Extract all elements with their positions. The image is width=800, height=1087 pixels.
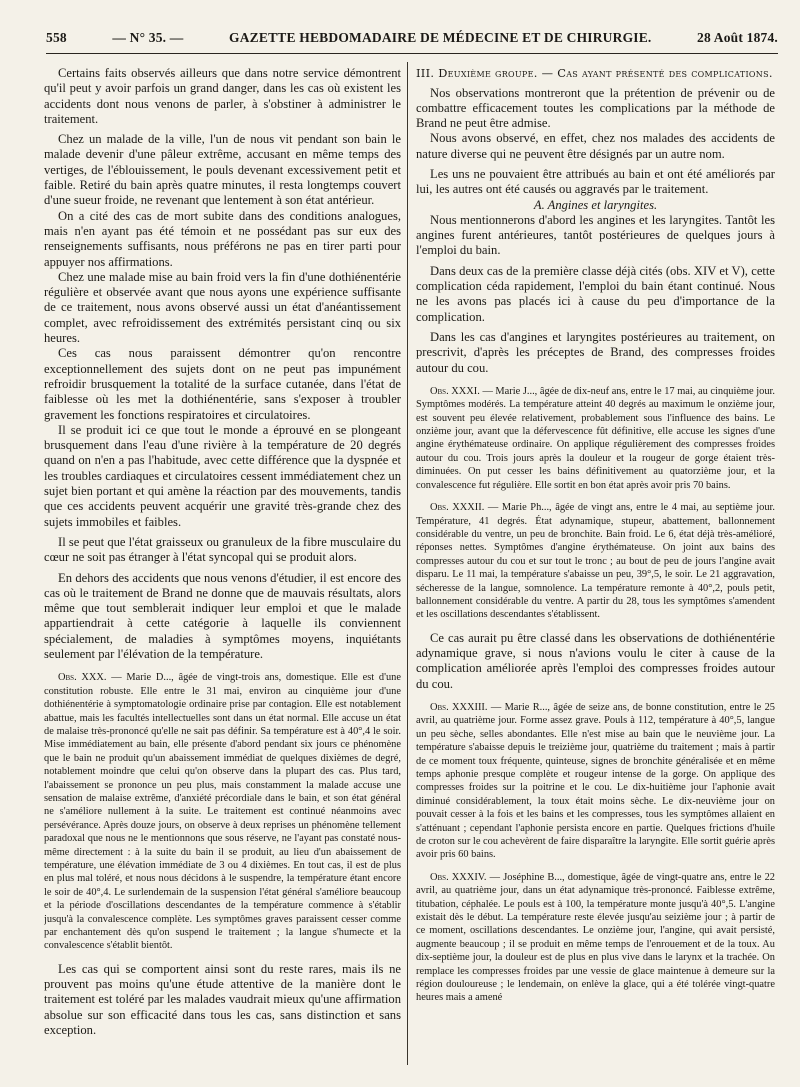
observation-text: — Marie D..., âgée de vingt-trois ans, domestique. Elle est d'une constitution robuste. Elle entre le 31 mai, environ au cinquième jour d'une dothiénentérie à symptomatologie ordinaire prise par contagion. Elle est notablement abattue, mais les facultés intellectuelles sont dans un état normal. Elle accuse un état de malaise très-prononcé qu'elle ne sait pas définir. Sa température est à 40°,4 le soir. Mise immédiatement au bain, elle présente d'abord pendant six jours ce phénomène que le bain ne produit qu'un abaissement immédiat de quelques dixièmes de degré, notablement moindre que celui qu'on observe dans la plupart des cas. Plus tard, l'abaissement se prononce un peu plus, mais constamment la malade accuse une sensation de malaise extrême, d'anxiété précordiale dans le bain, et son état général ne s'améliore nullement à la suite. Le traitement est continué néanmoins avec persévérance. Après douze jours, on observe à deux reprises un phénomène tellement paradoxal que nous ne le mentionnons que sous réserve, ne l'ayant pas constaté nous-même directement : à la suite du bain il se produit, au lieu d'un abaissement de température, une élévation immédiate de 3 ou 4 dixièmes. En tout cas, il est de plus en plus mal toléré, et nous nous décidons à le suspendre, la température étant encore le soir de 40°,4. Le surlendemain de la suspension l'état général s'améliore beaucoup et la période d'oscillations descendantes de la température commence à s'établir jusqu'à la convalescence complète. Les symptômes graves paraissent cesser comme par enchantement dès qu'on suspend le traitement ; la langue s'humecte et la convalescence s'établit bientôt. bbox=[44, 672, 401, 952]
journal-title: GAZETTE HEBDOMADAIRE DE MÉDECINE ET DE CHIRURGIE. bbox=[229, 30, 652, 45]
observation-text: — Marie R..., âgée de seize ans, de bonne constitution, entre le 25 avril, au quatrième jour. Forme assez grave. Pouls à 112, température à 40°,5, langue un peu sèche, selles abondantes. Elle n'est mise au bain que le neuvième jour. La température s'abaisse depuis le treizième jour, quatrième du traitement ; mais à partir de ce moment toux fréquente, quinteuse, signes de bronchite généralisée et en même temps aphonie presque complète et rougeur intense de la gorge. On applique des compresses froides sur la poitrine et le cou. Le dix-huitième jour l'aphonie avait diminué considérablement, la toux était moins sèche. Le dix-neuvième jour on pouvait cesser à la fois et les bains et les compresses, tous les symptômes allaient en s'atténuant ; cependant l'aphonie persista encore en partie. Quelques frictions d'huile de croton sur le cou achevèrent de faire disparaître la laryngite. Elle sortit guérie après avoir pris 60 bains. bbox=[416, 701, 775, 861]
observation-xxx bbox=[44, 671, 401, 953]
header-rule bbox=[46, 53, 778, 54]
observation-title: Obs. XXX. bbox=[58, 672, 107, 684]
left-column bbox=[44, 66, 401, 1067]
observation-xxxiii bbox=[416, 701, 775, 862]
paragraph: Ces cas nous paraissent démontrer qu'on rencontre exceptionnellement des sujets dont on ne peut pas impunément refroidir brusquement la totalité de la surface cutanée, dans l'état de faiblesse où les met la dothiénentérie, sans s'exposer à troubler gravement les fonctions respiratoires et circulatoires. bbox=[44, 346, 401, 422]
paragraph: Dans les cas d'angines et laryngites postérieures au traitement, on prescrivit, d'après les préceptes de Brand, des compresses froides autour du cou. bbox=[416, 329, 775, 375]
paragraph: Nos observations montreront que la prétention de prévenir ou de combattre efficacement toutes les complications par la méthode de Brand ne peut être admise. bbox=[416, 85, 775, 131]
paragraph: Les cas qui se comportent ainsi sont du reste rares, mais ils ne prouvent pas moins qu'une étude attentive de la manière dont le traitement est toléré par les malades vaudrait mieux qu'une affirmation absolue sur son efficacité dans tous les cas, sans distinction et sans exception. bbox=[44, 961, 401, 1037]
section-heading: III. Deuxième groupe. — Cas ayant présenté des complications. bbox=[416, 66, 773, 80]
issue-date: 28 Août 1874. bbox=[697, 30, 778, 45]
paragraph: Chez un malade de la ville, l'un de nous vit pendant son bain le malade devenir d'une pâleur extrême, accusant en même temps des vertiges, de l'éblouissement, le pouls devenant excessivement petit et faible. Retiré du bain après quatre minutes, il resta longtemps couvert d'une sueur froide, ne revenant que lentement à son état antérieur. bbox=[44, 132, 401, 208]
paragraph: Les uns ne pouvaient être attribués au bain et ont été améliorés par lui, les autres ont été causés ou aggravés par le traitement. bbox=[416, 166, 775, 197]
observation-text: — Marie Ph..., âgée de vingt ans, entre le 4 mai, au septième jour. Température, 41 degrés. État adynamique, stupeur, abattement, ballonnement considérable du ventre, un peu de bronchite. Bain froid. Le 6, état déjà très-amélioré, réponses nettes. Symptômes d'angine érythémateuse. On joint aux bains des compresses autour du cou et sur tout le tronc ; au bout de peu de jours l'angine avait disparu. Le 11 mai, la température s'abaisse un peu, 39°,5, le soir. Le 21 aggravation, sécheresse de la langue, somnolence. La température remonte à 40°,2, pouls petit, ballonnement considérable du ventre. A partir du 28, tous les symptômes s'amendent et les oscillations descendantes s'établissent. bbox=[416, 502, 775, 621]
issue-number: — N° 35. — bbox=[112, 30, 184, 45]
paragraph: Ce cas aurait pu être classé dans les observations de dothiénentérie adynamique grave, si nous n'avions voulu le citer à cause de la complication améliorée après l'emploi des compresses froides autour du cou. bbox=[416, 630, 775, 691]
page-header bbox=[46, 30, 778, 52]
observation-text: — Marie J..., âgée de dix-neuf ans, entre le 17 mai, au cinquième jour. Symptômes modérés. La température atteint 40 degrés au maximum le onzième jour, est souvent peu élevée relativement, probablement sous l'influence des bains. Le onzième jour, avant que la défervescence fût définitive, elle accuse les signes d'une angine érythémateuse ordinaire. On applique régulièrement des compresses froides autour du cou. Trois jours après la douleur et la rougeur de gorge étaient très-diminuées. On put cesser les bains définitivement au quatorzième jour, et la convalescence fut régulière. Elle sortit en bon état après avoir pris 70 bains. bbox=[416, 385, 775, 491]
paragraph: On a cité des cas de mort subite dans des conditions analogues, mais n'en ayant pas été témoin et ne possédant pas sur eux des renseignements suffisants, nous préférons ne pas en tirer parti pour appuyer nos affirmations. bbox=[44, 208, 401, 269]
observation-title: Obs. XXXII. bbox=[430, 502, 485, 514]
observation-xxxiv bbox=[416, 871, 775, 1005]
right-column bbox=[416, 66, 775, 1067]
paragraph: Chez une malade mise au bain froid vers la fin d'une dothiénentérie régulière et observée avant que nous ayons une expérience suffisante de ce traitement, nous avons observé aussi un état d'anéantissement complet, avec refroidissement des extrémités persistant cinq ou six heures. bbox=[44, 269, 401, 346]
paragraph: Nous mentionnerons d'abord les angines et les laryngites. Tantôt les angines furent antérieures, tantôt postérieures de quelques jours à l'emploi du bain. bbox=[416, 212, 775, 258]
observation-title: Obs. XXXIV. bbox=[430, 871, 487, 883]
subsection-heading: A. Angines et laryngites. bbox=[533, 197, 658, 212]
observation-title: Obs. XXXI. bbox=[430, 385, 480, 397]
column-divider bbox=[407, 62, 408, 1065]
observation-title: Obs. XXXIII. bbox=[430, 701, 488, 713]
observation-text: — Joséphine B..., domestique, âgée de vingt-quatre ans, entre le 22 avril, au quatrième jour, dans un état adynamique très-prononcé. Faiblesse extrême, titubation, céphalée. Le pouls est à 100, la température monte jusqu'à 40°,5. L'angine existait dès le début. La température reste élevée jusqu'au seizième jour ; à partir de ce moment, oscillations descendantes. Le onzième jour, l'angine, qui avait persisté, augmente beaucoup ; il se produit en même temps de l'enrouement et de la toux. Au dix-septième jour, la douleur est de plus en plus vive dans le larynx et la trachée. On remplace les compresses froides par une vessie de glace maintenue à demeure sur la région douloureuse ; le lendemain, on enlève la glace, qui a été tolérée vingt-quatre heures mais a amené bbox=[416, 871, 775, 1004]
paragraph: Certains faits observés ailleurs que dans notre service démontrent qu'il peut y avoir parfois un grand danger, dans les cas où existent les accidents dont nous venons de parler, à s'obstiner à administrer le traitement. bbox=[44, 66, 401, 126]
paragraph: Il se produit ici ce que tout le monde a éprouvé en se plongeant brusquement dans l'eau d'une rivière à la température de 20 degrés quand on n'en a pas l'habitude, avec cette différence que la dyspnée et les troubles cardiaques et circulatoires cessent immédiatement chez un sujet bien portant et qui amène la réaction par des mouvements, tandis que ces accidents peuvent acquérir une gravité très-grande chez des sujets immobiles et faibles. bbox=[44, 422, 401, 529]
observation-xxxi bbox=[416, 385, 775, 492]
paragraph: Dans deux cas de la première classe déjà cités (obs. XIV et V), cette complication céda rapidement, l'emploi du bain étant continué. Nous ne les avons pas placés ici à cause du peu d'importance de la complication. bbox=[416, 263, 775, 324]
paragraph: En dehors des accidents que nous venons d'étudier, il est encore des cas où le traitement de Brand ne donne que de mauvais résultats, alors même que tout semblerait indiquer leur emploi et que le malade appartiendrait à cette catégorie à laquelle ils conviennent spécialement, de maladies à symptômes moyens, inquiétants seulement par l'élévation de la température. bbox=[44, 570, 401, 661]
paragraph: Nous avons observé, en effet, chez nos malades des accidents de nature diverse qui ne peuvent être désignés par un autre nom. bbox=[416, 131, 775, 161]
observation-xxxii bbox=[416, 501, 775, 622]
paragraph: Il se peut que l'état graisseux ou granuleux de la fibre musculaire du cœur ne soit pas étranger à l'état syncopal qui se produit alors. bbox=[44, 534, 401, 565]
page-number: 558 bbox=[46, 30, 67, 45]
